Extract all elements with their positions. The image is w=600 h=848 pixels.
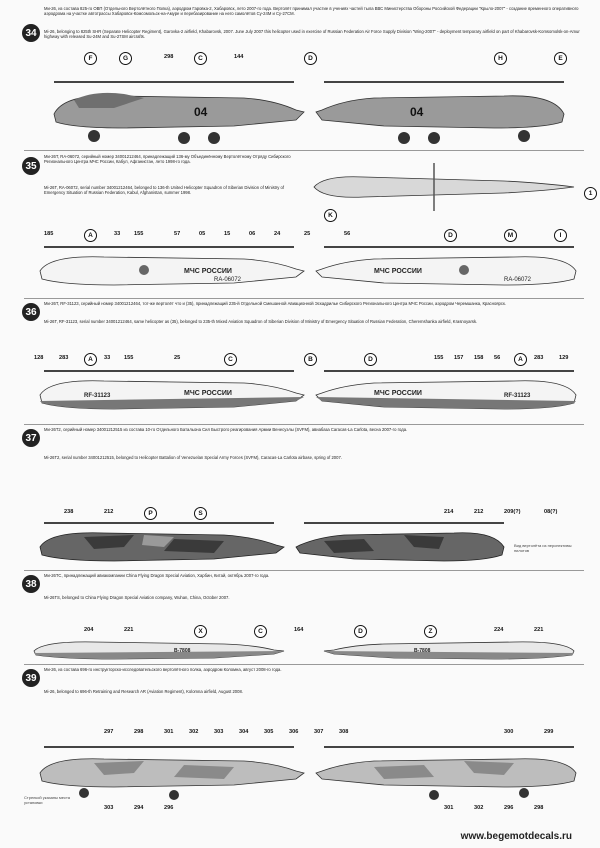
- helicopter-side-view-right: [294, 517, 514, 571]
- callout-H: H: [494, 52, 507, 65]
- section-34: [24, 6, 584, 156]
- description-ru: Ми-26Т, RA-06072, серийный номер 34001212464, принадлежащий 136-му Объединённому Вертолётному Отряду Сибирского Регионального Центра МЧС России, Кабул, Афганистан, лето 1998-го года.: [44, 154, 291, 165]
- registration-right: RF-31123: [504, 393, 531, 399]
- side-text-right: МЧС РОССИИ: [374, 268, 422, 275]
- description-en: Mi-26, belonged to 696-th Retraining and Research AR (Aviation Regiment), Kolomna airfield, August 2008.: [44, 689, 243, 694]
- code-304: 304: [239, 729, 249, 735]
- callout-Z: Z: [424, 625, 437, 638]
- description-en: Mi-26T, RA-06072, serial number 34001212464, belonged to 136-th United Helicopter Squadron of Siberian Division of Ministry of Emergency Situation of Russian Federation, Kabul, Afghanistan, summer 1998.: [44, 185, 284, 196]
- callout-F: F: [84, 52, 97, 65]
- callout-S: S: [194, 507, 207, 520]
- code-308: 308: [339, 729, 349, 735]
- code-297: 297: [104, 729, 114, 735]
- section-number: 34: [22, 24, 40, 42]
- code-306: 306: [289, 729, 299, 735]
- section-number: 36: [22, 303, 40, 321]
- helicopter-side-view: [24, 517, 294, 571]
- callout-A: A: [84, 229, 97, 242]
- code-33: 33: [104, 355, 111, 361]
- code-25: 25: [174, 355, 181, 361]
- code-128: 128: [34, 355, 44, 361]
- code-283: 283: [59, 355, 69, 361]
- description-ru: Ми-26, из состава 696-го инструкторско-исследовательского вертолётного полка, аэродром Коломна, август 2008-го года.: [44, 667, 282, 672]
- page-footer: [0, 826, 600, 848]
- code-155b: 155: [434, 355, 444, 361]
- side-text: МЧС РОССИИ: [184, 268, 232, 275]
- helicopter-side-view-right: [314, 365, 584, 423]
- code-283b: 283: [534, 355, 544, 361]
- callout-C: C: [194, 52, 207, 65]
- registration: B-7808: [174, 648, 191, 654]
- code-302: 302: [189, 729, 199, 735]
- callout-E: E: [554, 52, 567, 65]
- code-204: 204: [84, 627, 94, 633]
- code-301: 301: [164, 729, 174, 735]
- code-bottom-296b: 296: [504, 805, 514, 811]
- section-37: [24, 424, 584, 571]
- code-57: 57: [174, 231, 181, 237]
- callout-1: 1: [584, 187, 597, 200]
- helicopter-top-view: [304, 159, 584, 215]
- description-ru: Ми-26Т, RF-31123, серийный номер 34001212464, тот-же вертолёт что и (35), принадлежащий 235-й Отдельной Смешанной Авиационной Эскадрилье Сибирского Регионального Центра МЧС России, аэродром Черемшанка, Красноярск.: [44, 301, 506, 306]
- section-number: 35: [22, 157, 40, 175]
- description-ru: Ми-26Т2, серийный номер 34001212515 из состава 10-го Отдельного Батальона Сил Быстрого реагирования Армии Венесуэлы (SVFM), авиабаза Caracas-La Carlota, весна 2007-го года.: [44, 427, 408, 432]
- callout-D: D: [444, 229, 457, 242]
- section-35: [24, 150, 593, 299]
- code-56: 56: [494, 355, 501, 361]
- description-en: Mi-26T, RF-31123, serial number 34001212464, same helicopter as (35), belonged to 235-th Mixed Aviation Squadron of Siberian Division of Ministry of Emergency Situation of Russian Federation, Cheremshanka airfield, Krasnoyarsk.: [44, 319, 478, 324]
- helicopter-side-view: [24, 635, 294, 665]
- code-56: 56: [344, 231, 351, 237]
- helicopter-side-view-right: [314, 635, 584, 665]
- code-212b: 212: [474, 509, 484, 515]
- section-38: [24, 570, 584, 665]
- helicopter-side-view: [24, 741, 314, 801]
- code-06: 06: [249, 231, 256, 237]
- callout-A-right: A: [514, 353, 527, 366]
- section-number: 37: [22, 429, 40, 447]
- description-en: Mi-26, belonging to 825th SHR (Separate Helicopter Regiment), Garovka-2 airfield, Khabarovsk, 2007. June July 2007 this helicopter used in exercise of Russian Federation Air Force Supply Division "Wing-2007" - deployment temporary airfield on part of Khabarovsk-Komsomolsk-on-Amur highway with released Su-24M and Su-27SM aircrafts.: [44, 29, 580, 40]
- code-300: 300: [504, 729, 514, 735]
- callout-D: D: [364, 353, 377, 366]
- section-number: 39: [22, 669, 40, 687]
- side-text: МЧС РОССИИ: [184, 390, 232, 397]
- description-ru: Ми-26ТС, принадлежащий авиакомпании China Flying Dragon Special Aviation, Харбин, Китай, октябрь 2007-го года.: [44, 573, 270, 578]
- code-158: 158: [474, 355, 484, 361]
- helicopter-side-view-right: [314, 741, 584, 801]
- credit-note: Стрелкой указаны места установки: [24, 795, 70, 805]
- callout-K: K: [324, 209, 337, 222]
- code-298: 298: [164, 54, 174, 60]
- code-185: 185: [44, 231, 54, 237]
- helicopter-side-view: [34, 64, 314, 154]
- section-39: [24, 664, 584, 825]
- helicopter-side-view-right: [314, 64, 584, 154]
- code-307: 307: [314, 729, 324, 735]
- code-15: 15: [224, 231, 231, 237]
- callout-A: A: [84, 353, 97, 366]
- code-224: 224: [494, 627, 504, 633]
- callout-C: C: [254, 625, 267, 638]
- callout-M: M: [504, 229, 517, 242]
- registration-right: RA-06072: [504, 277, 532, 283]
- code-08: 08(?): [544, 509, 558, 515]
- callout-X: X: [194, 625, 207, 638]
- code-bottom-296: 296: [164, 805, 174, 811]
- code-bottom-303: 303: [104, 805, 114, 811]
- callout-D: D: [354, 625, 367, 638]
- registration-right: B-7808: [414, 648, 431, 654]
- code-164: 164: [294, 627, 304, 633]
- code-bottom-294: 294: [134, 805, 144, 811]
- callout-G: G: [119, 52, 132, 65]
- callout-C: C: [224, 353, 237, 366]
- code-bottom-302: 302: [474, 805, 484, 811]
- credit-note: Вид вертолёта из перспективы пилотов: [514, 543, 572, 553]
- code-303: 303: [214, 729, 224, 735]
- code-bottom-298: 298: [534, 805, 544, 811]
- helicopter-side-view-right: [314, 241, 584, 297]
- code-24: 24: [274, 231, 281, 237]
- code-155: 155: [134, 231, 144, 237]
- code-155: 155: [124, 355, 134, 361]
- code-33: 33: [114, 231, 121, 237]
- registration: RA-06072: [214, 277, 242, 283]
- description-en: Mi-26T2, serial number 34001212515, belonged to Helicopter Battalion of Venezuelan Special Army Forces (SVFM), Caracas-La Carlota airbase, spring of 2007.: [44, 455, 342, 460]
- callout-B: B: [304, 353, 317, 366]
- section-36: [24, 298, 584, 425]
- helicopter-side-view: [24, 365, 314, 423]
- section-number: 38: [22, 575, 40, 593]
- code-25: 25: [304, 231, 311, 237]
- code-05: 05: [199, 231, 206, 237]
- description-ru: Ми-26, из состава 825-го ОВП (Отдельного Вертолётного Полка), аэродром Гаровка-2, Хабаровск, лето 2007-го года. Вертолёт принимал участие в учениях частей тыла ВВС Министерства Обороны Российской Федерации "Крыло-2007" - создание временного оперативного аэродрома на участке автотрассы Хабаровск-Комсомольск-на-Амуре и перебазирование на него самолётов Су-24М и Су-27СМ.: [44, 6, 579, 17]
- callout-P: P: [144, 507, 157, 520]
- registration: RF-31123: [84, 393, 111, 399]
- code-212: 212: [104, 509, 114, 515]
- code-144: 144: [234, 54, 244, 60]
- code-221: 221: [124, 627, 134, 633]
- code-305: 305: [264, 729, 274, 735]
- side-code: 04: [194, 105, 208, 119]
- code-221b: 221: [534, 627, 544, 633]
- code-209: 209(?): [504, 509, 521, 515]
- code-bottom-301: 301: [444, 805, 454, 811]
- code-299: 299: [544, 729, 554, 735]
- website-link[interactable]: www.begemotdecals.ru: [460, 831, 572, 842]
- helicopter-side-view: [24, 241, 314, 297]
- code-157: 157: [454, 355, 464, 361]
- callout-D: D: [304, 52, 317, 65]
- code-129: 129: [559, 355, 569, 361]
- callout-I: I: [554, 229, 567, 242]
- side-text-right: МЧС РОССИИ: [374, 390, 422, 397]
- code-238: 238: [64, 509, 74, 515]
- side-code-right: 04: [410, 105, 424, 119]
- description-en: Mi-26TS, belonged to China Flying Dragon Special Aviation company, Wuhan, China, October 2007.: [44, 595, 230, 600]
- code-214: 214: [444, 509, 454, 515]
- code-298: 298: [134, 729, 144, 735]
